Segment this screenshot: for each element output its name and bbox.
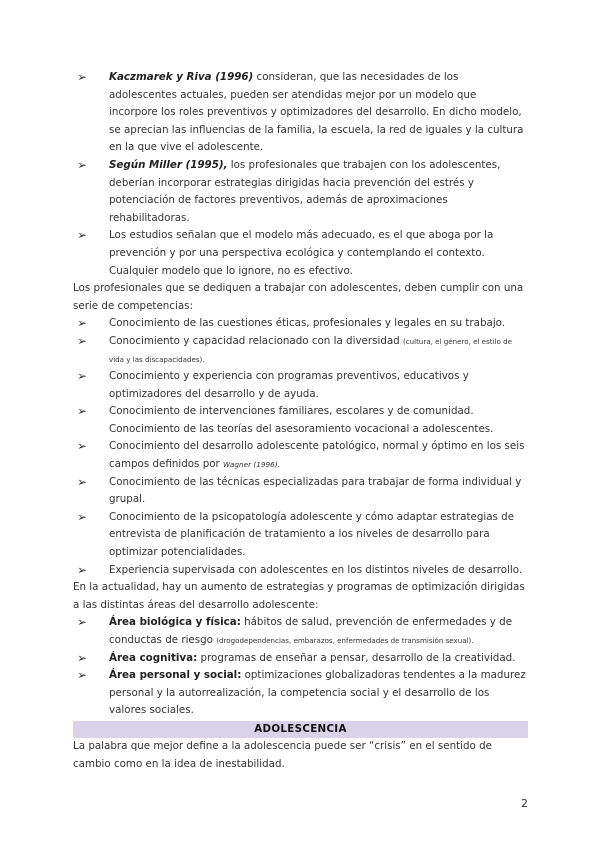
arrow-bullet-icon: ➢ [77,404,88,419]
arrow-bullet-icon: ➢ [77,316,88,331]
arrow-bullet-icon: ➢ [77,439,88,454]
area-lead: Área personal y social: [109,669,242,682]
list-item [73,650,528,668]
list-item [73,315,528,333]
list-item [73,368,528,403]
arrow-bullet-icon: ➢ [77,509,88,524]
list-item [73,157,528,227]
arrow-bullet-icon: ➢ [77,369,88,384]
bullet-text: Conocimiento de las cuestiones éticas, profesionales y legales en su trabajo. [109,317,506,330]
document-page [73,69,528,773]
list-item [73,333,528,368]
section-heading: ADOLESCENCIA [73,721,528,738]
bullet-citation: Wagner (1996). [223,460,280,470]
list-item [73,509,528,562]
page-number: 2 [521,797,528,810]
list-item [73,562,528,580]
arrow-bullet-icon: ➢ [77,650,88,665]
arrow-bullet-icon: ➢ [77,333,88,348]
bullet-text: programas de enseñar a pensar, desarrollo de la creatividad. [197,651,516,664]
list-item [73,614,528,649]
bullet-text: hábitos de salud, prevención de enfermedades y de conductas de riesgo [109,616,513,646]
list-item [73,667,528,720]
arrow-bullet-icon: ➢ [77,668,88,683]
arrow-bullet-icon: ➢ [77,157,88,172]
arrow-bullet-icon: ➢ [77,474,88,489]
bullet-text: Conocimiento y capacidad relacionado con la diversidad [109,334,403,347]
bullet-text: Experiencia supervisada con adolescentes en los distintos niveles de desarrollo. [109,563,523,576]
bullet-text: Conocimiento de la psicopatología adolescente y cómo adaptar estrategias de entrevista de planificación de tratamiento a los niveles de desarrollo para optimizar potencialidades. [109,510,515,559]
competencias-intro: Los profesionales que se dediquen a trabajar con adolescentes, deben cumplir con una serie de competencias: [73,282,524,312]
citation-lead: Kaczmarek y Riva (1996) [109,71,254,83]
closing-paragraph: La palabra que mejor define a la adolescencia puede ser “crisis” en el sentido de cambio como en la idea de inestabilidad. [73,739,492,770]
bullet-text: los profesionales que trabajen con los adolescentes, deberían incorporar estrategias dirigidas hacia prevención del estrés y potenciación de factores preventivos, además de aproximaciones rehabilitadoras. [109,158,501,224]
citation-lead: Según Miller (1995), [109,158,228,171]
areas-intro: En la actualidad, hay un aumento de estrategias y programas de optimización dirigidas a las distintas áreas del desarrollo adolescente: [73,581,525,611]
bullet-text: Conocimiento de intervenciones familiares, escolares y de comunidad. Conocimiento de las teorías del asesoramiento vocacional a adolescentes. [109,405,494,435]
bullet-text: optimizaciones globalizadoras tendentes a la madurez personal y la autorrealización, la competencia social y el desarrollo de los valores sociales. [109,669,526,717]
bullet-text: Conocimiento de las técnicas especializadas para trabajar de forma individual y grupal. [109,475,522,506]
list-item [73,474,528,509]
list-item [73,227,528,280]
arrow-bullet-icon: ➢ [77,562,88,577]
arrow-bullet-icon: ➢ [77,70,88,84]
arrow-bullet-icon: ➢ [77,228,88,243]
area-lead: Área cognitiva: [109,651,198,664]
bullet-text: consideran, que las necesidades de los adolescentes actuales, pueden ser atendidas mejor por un modelo que incorpore los roles preventivos y optimizadores del desarrollo. En dicho modelo, se aprecian las influencias de la familia, la escuela, la red de iguales y la cultura en la que vive el adolescente. [109,71,524,154]
bullet-text: Conocimiento del desarrollo adolescente patológico, normal y óptimo en los seis campos definidos por [109,440,525,471]
bullet-text: Conocimiento y experiencia con programas preventivos, educativos y optimizadores del desarrollo y de ayuda. [109,370,469,400]
bullet-note: (drogodependencias, embarazos, enfermedades de transmisión sexual). [216,636,474,645]
area-lead: Área biológica y física: [109,616,241,629]
bullet-text: Los estudios señalan que el modelo más adecuado, es el que aboga por la prevención y por una perspectiva ecológica y contemplando el contexto. Cualquier modelo que lo ignore, no es efectivo. [109,229,494,277]
list-item [73,438,528,473]
bullet-note: (cultura, el género, el estilo de vida y las discapacidades). [109,336,512,364]
list-item [73,69,528,157]
list-item [73,403,528,438]
arrow-bullet-icon: ➢ [77,615,88,630]
